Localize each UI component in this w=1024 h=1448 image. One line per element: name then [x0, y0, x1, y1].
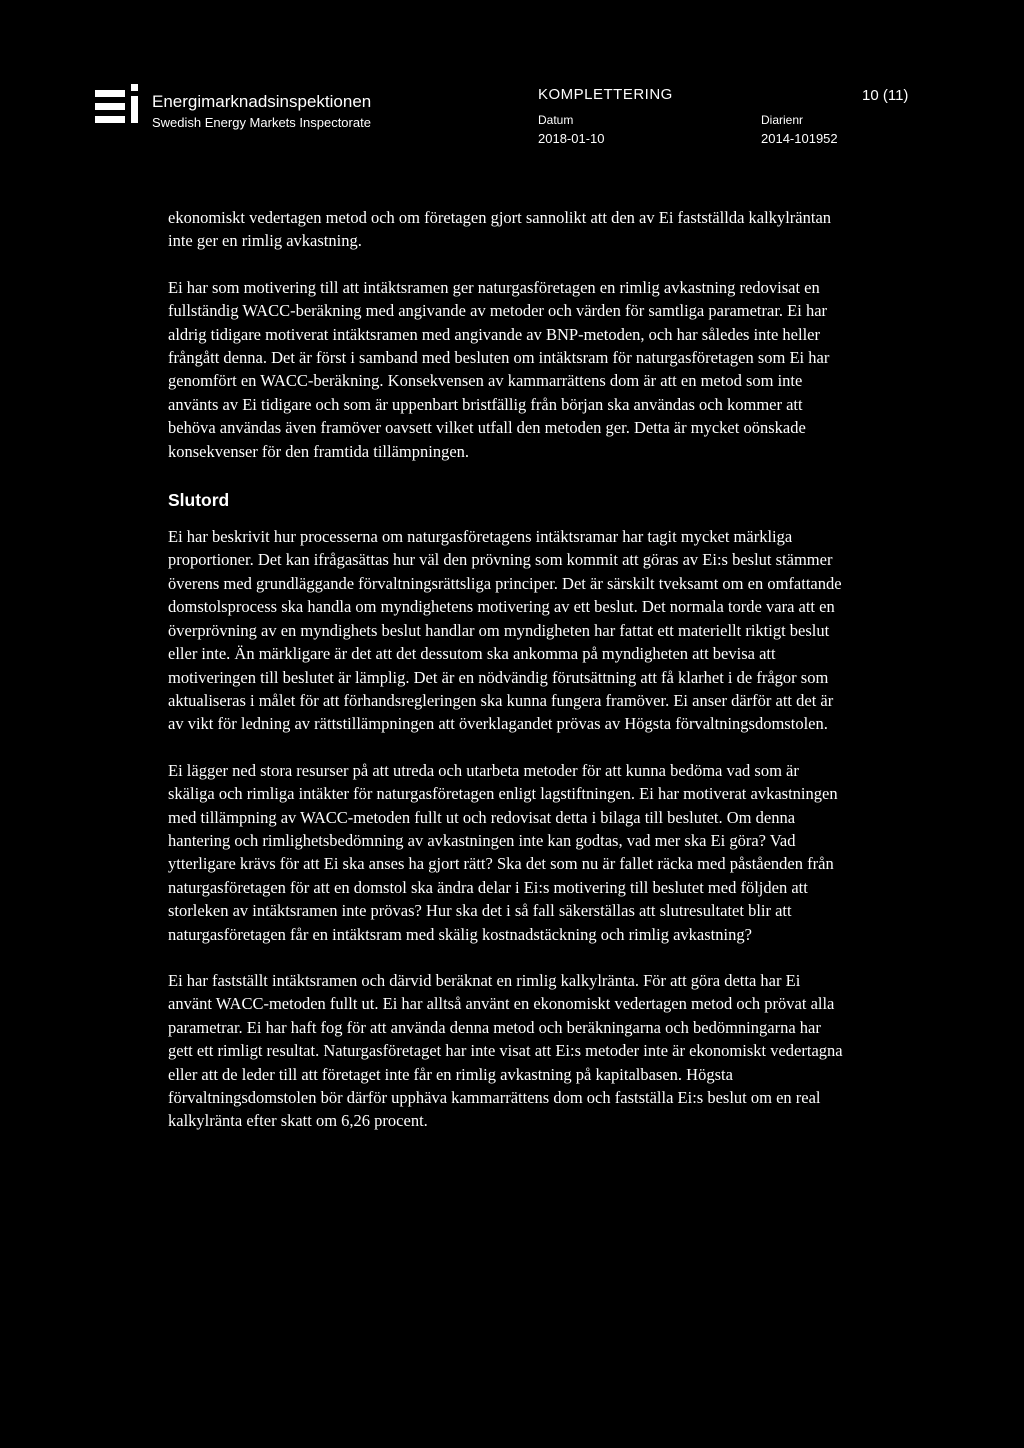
reference-label: Diarienr [761, 113, 804, 127]
page-header [0, 0, 1024, 160]
paragraph: Ei har som motivering till att intäktsramen ger naturgasföretagen en rimlig avkastning redovisat en fullständig WACC-beräkning med angivande av metoder och värden för samtliga parametrar. Ei har aldrig tidigare motiverat intäktsramen med angivande av BNP-metoden, och har således inte heller frångått denna. Det är först i samband med besluten om intäktsram för naturgasföretagen som Ei har genomfört en WACC-beräkning. Konsekvensen av kammarrättens dom är att en metod som inte använts av Ei tidigare och som är uppenbart bristfällig från början ska användas och kommer att behöva användas även framöver oavsett vilket utfall den metoden ger. Detta är mycket oönskade konsekvenser för den framtida tillämpningen. [168, 277, 830, 461]
org-name-english: Swedish Energy Markets Inspectorate [152, 115, 371, 130]
section-heading: Slutord [168, 490, 230, 511]
date-value: 2018-01-10 [538, 131, 605, 146]
paragraph: ekonomiskt vedertagen metod och om företagen gjort sannolikt att den av Ei fastställda kalkylräntan inte ger en rimlig avkastning. [168, 208, 832, 251]
reference-value: 2014-101952 [761, 131, 838, 146]
paragraph: Ei lägger ned stora resurser på att utreda och utarbeta metoder för att kunna bedöma vad som är skäliga och rimliga intäkter för naturgasföretagen enligt lagstiftningen. Ei har motiverat avkastningen med tillämpning av WACC-metoden fullt ut och redovisat detta i bilaga till beslutet. Om denna hantering och rimlighetsbedömning av avkastningen inte kan godtas, vad mer ska Ei göra? Vad ytterligare krävs för att Ei ska anses ha gjort rätt? Ska det som nu är fallet räcka med påståenden från naturgasföretagen för att en domstol ska ändra delar i Ei:s motivering till beslutet med följden att storleken av intäktsramen inte prövas? Hur ska det i så fall säkerställas att slutresultatet blir att naturgasföretagen får en intäktsram med skälig kostnadstäckning och rimlig avkastning? [168, 760, 838, 944]
document-type: KOMPLETTERING [538, 86, 673, 103]
document-body [168, 206, 848, 1133]
paragraph: Ei har beskrivit hur processerna om naturgasföretagens intäktsramar har tagit mycket märkliga proportioner. Det kan ifrågasättas hur väl den prövning som kommit att göras av Ei:s beslut stämmer överens med grundläggande förvaltningsrättsliga principer. Det är särskilt tveksamt om en omfattande domstolsprocess ska handla om myndighetens motivering av ett beslut. Det normala torde vara att en överprövning av en myndighets beslut handlar om myndigheten har fattat ett materiellt riktigt beslut eller inte. Än märkligare är det att det dessutom ska ankomma på myndigheten att bevisa att motiveringen till beslutet är lämplig. Det är en nödvändig förutsättning att få klarhet i de frågor som aktualiseras i målet för att förhandsregleringen ska kunna fungera framöver. Ei anser därför att det är av vikt för ledning av rättstillämpningen att överklagandet prövas av Högsta förvaltningsdomstolen. [168, 527, 842, 734]
page-number: 10 (11) [862, 87, 909, 104]
paragraph: Ei har fastställt intäktsramen och därvid beräknat en rimlig kalkylränta. För att göra detta har Ei använt WACC-metoden fullt ut. Ei har alltså använt en ekonomiskt vedertagen metod och prövat alla parametrar. Ei har haft fog för att använda denna metod och beräkningarna och bedömningarna har gett ett rimligt resultat. Naturgasföretaget har inte visat att Ei:s metoder inte är ekonomiskt vedertagna eller att de leder till att företaget inte får en rimlig avkastning på kapitalbasen. Högsta förvaltningsdomstolen bör därför upphäva kammarrättens dom och fastställa Ei:s beslut om en real kalkylränta efter skatt om 6,26 procent. [168, 970, 843, 1131]
date-label: Datum [538, 113, 574, 127]
org-name: Energimarknadsinspektionen [152, 92, 372, 111]
ei-logo-icon [95, 84, 141, 130]
